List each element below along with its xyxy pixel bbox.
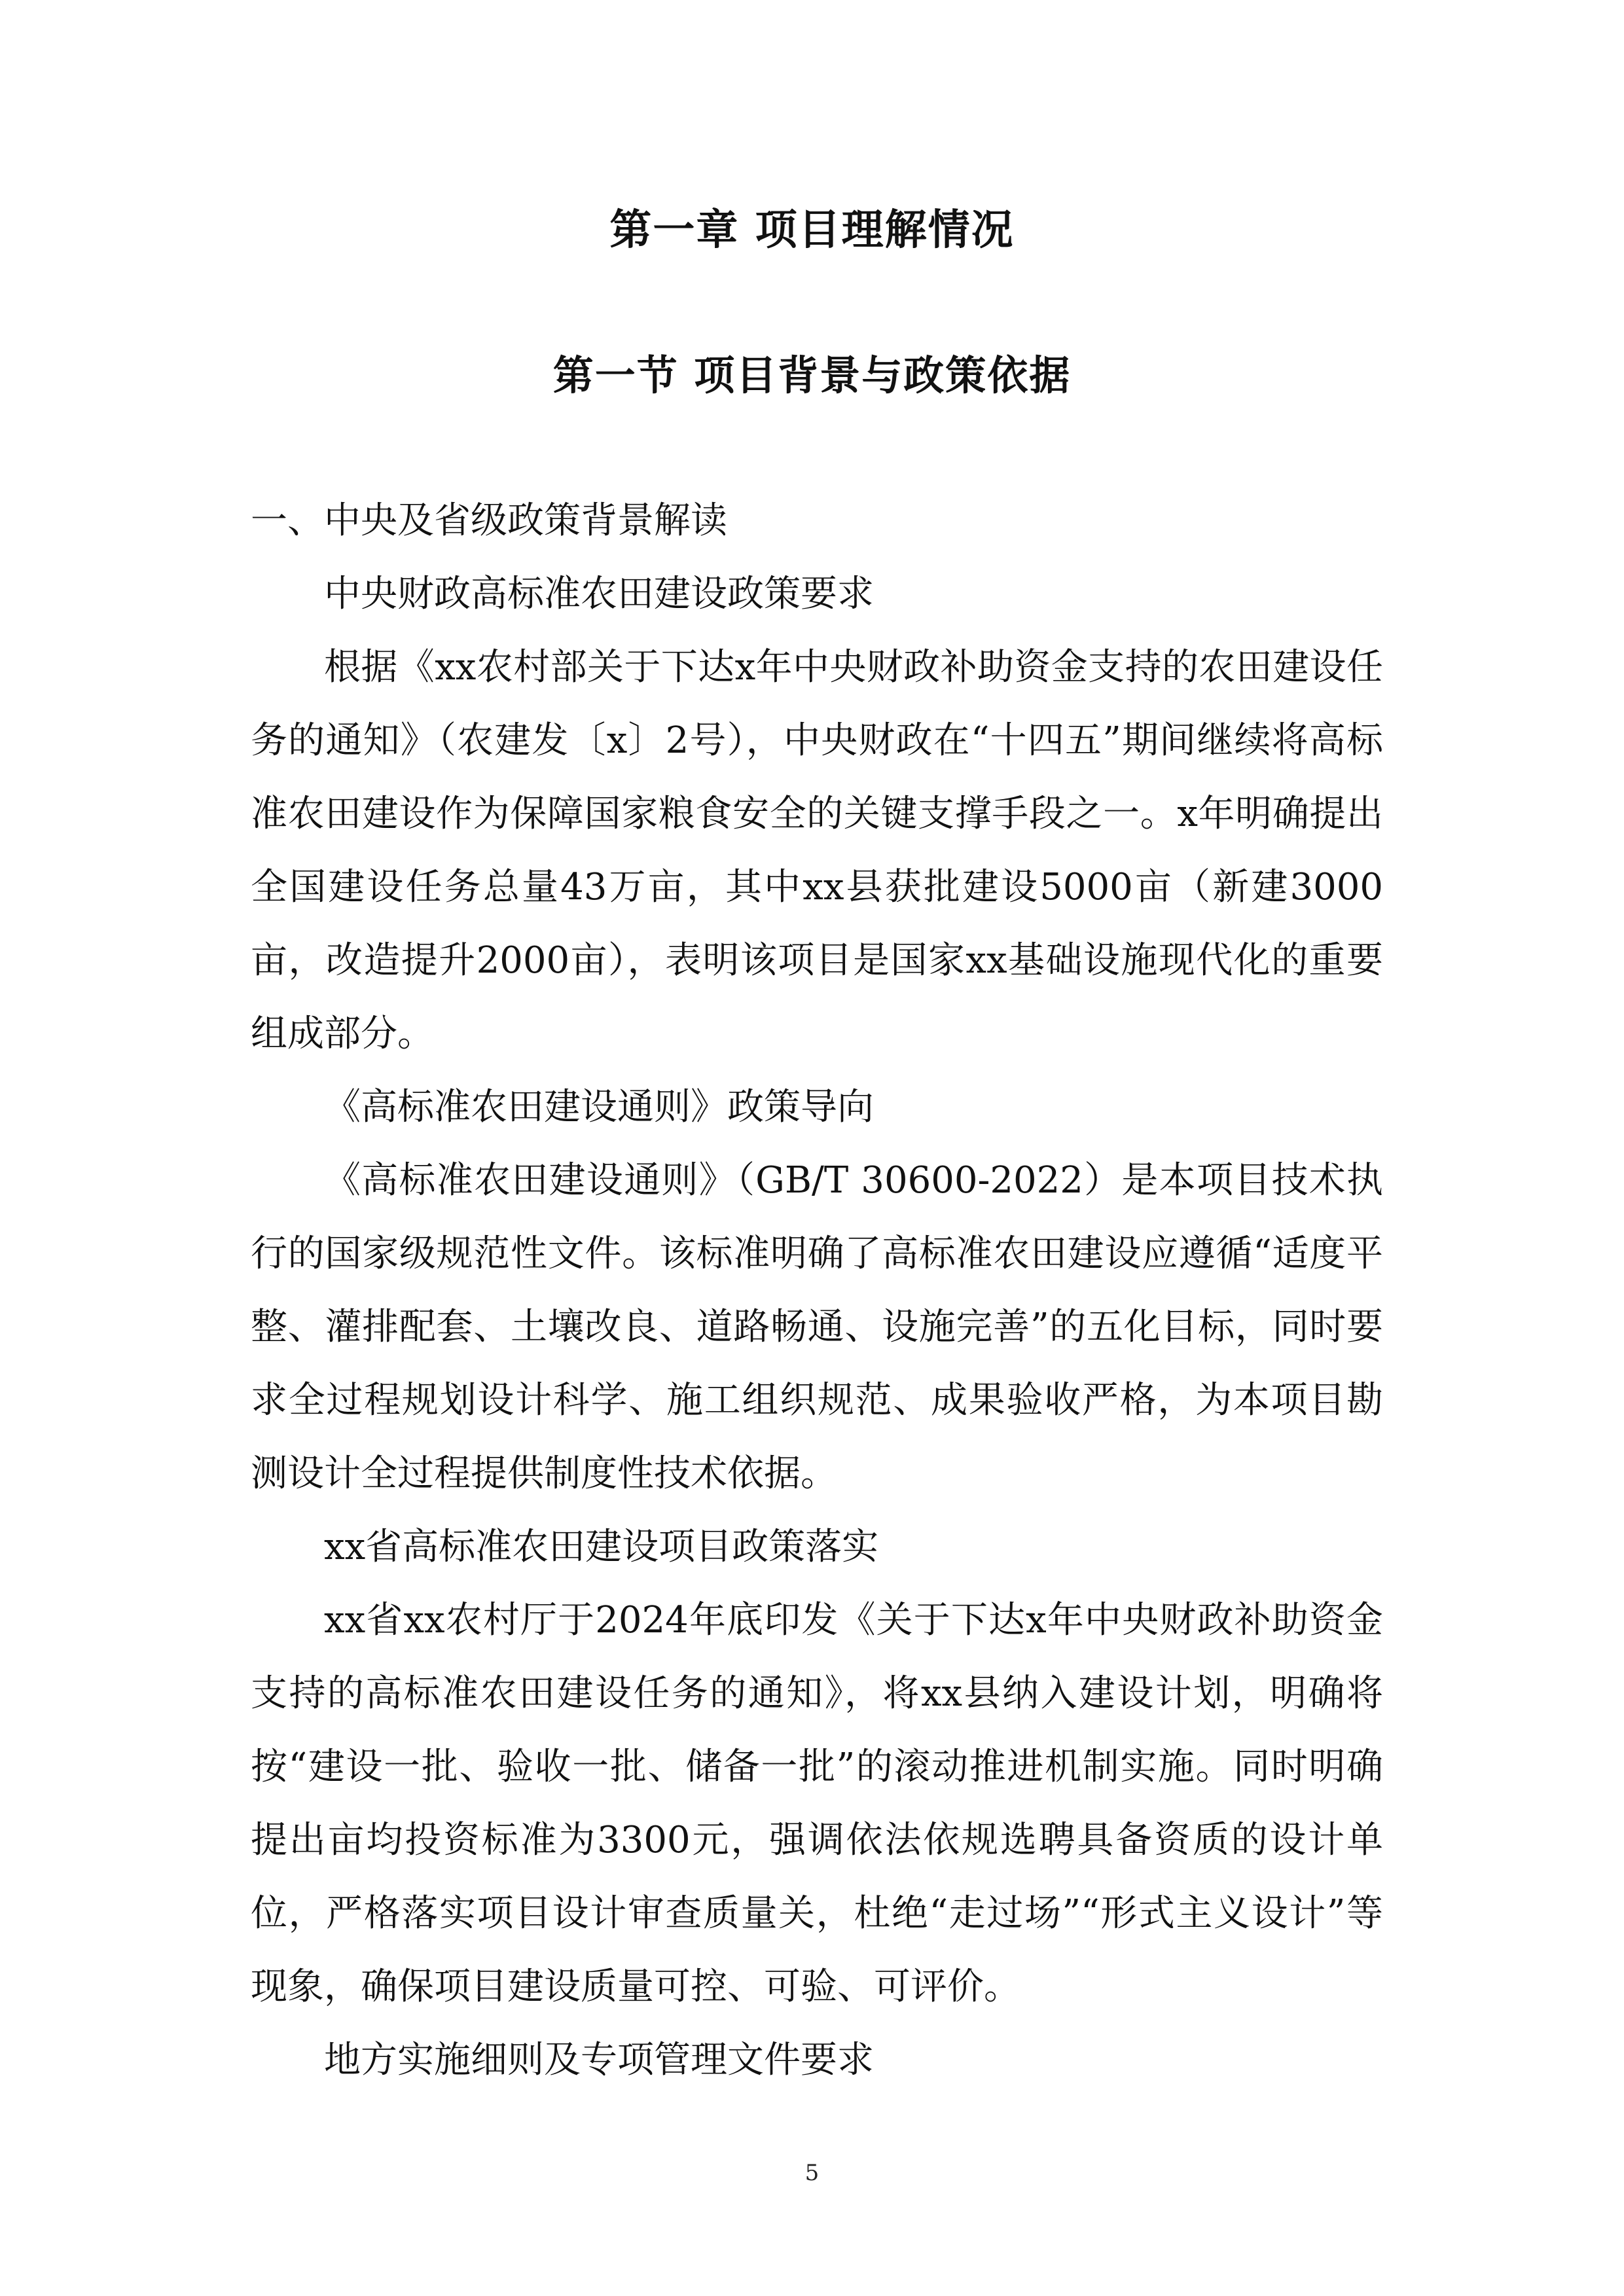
chapter-title: 第一章 项目理解情况 [609, 206, 1015, 255]
subheading-central-finance-policy: 中央财政高标准农田建设政策要求 [324, 573, 874, 615]
subheading-provincial-implementation: xx省高标准农田建设项目政策落实 [324, 1526, 879, 1568]
paragraph-central-finance-policy: 根据《xx农村部关于下达x年中央财政补助资金支持的农田建设任务的通知》（农建发〔x〕2号），中央财政在“十四五”期间继续将高标准农田建设作为保障国家粮食安全的关键支撑手段之一。x年明确提出全国建设任务总量43万亩，其中xx县获批建设5000亩（新建3000亩，改造提升2000亩），表明该项目是国家xx基础设施现代化的重要组成部分。 [251, 646, 1383, 1055]
subheading-construction-standard: 《高标准农田建设通则》政策导向 [324, 1086, 874, 1128]
body-text [251, 484, 1383, 2097]
paragraph-construction-standard: 《高标准农田建设通则》（GB/T 30600-2022）是本项目技术执行的国家级规范性文件。该标准明确了高标准农田建设应遵循“适度平整、灌排配套、土壤改良、道路畅通、设施完善”的五化目标，同时要求全过程规划设计科学、施工组织规范、成果验收严格，为本项目勘测设计全过程提供制度性技术依据。 [251, 1159, 1383, 1495]
paragraph-provincial-implementation: xx省xx农村厅于2024年底印发《关于下达x年中央财政补助资金支持的高标准农田建设任务的通知》，将xx县纳入建设计划，明确将按“建设一批、验收一批、储备一批”的滚动推进机制实施。同时明确提出亩均投资标准为3300元，强调依法依规选聘具备资质的设计单位，严格落实项目设计审查质量关，杜绝“走过场”“形式主义设计”等现象，确保项目建设质量可控、可验、可评价。 [251, 1599, 1383, 2008]
heading-central-provincial-policy: 一、中央及省级政策背景解读 [251, 499, 727, 542]
section-title: 第一节 项目背景与政策依据 [552, 351, 1072, 399]
page-number: 5 [804, 2160, 820, 2186]
subheading-local-rules: 地方实施细则及专项管理文件要求 [324, 2039, 874, 2081]
